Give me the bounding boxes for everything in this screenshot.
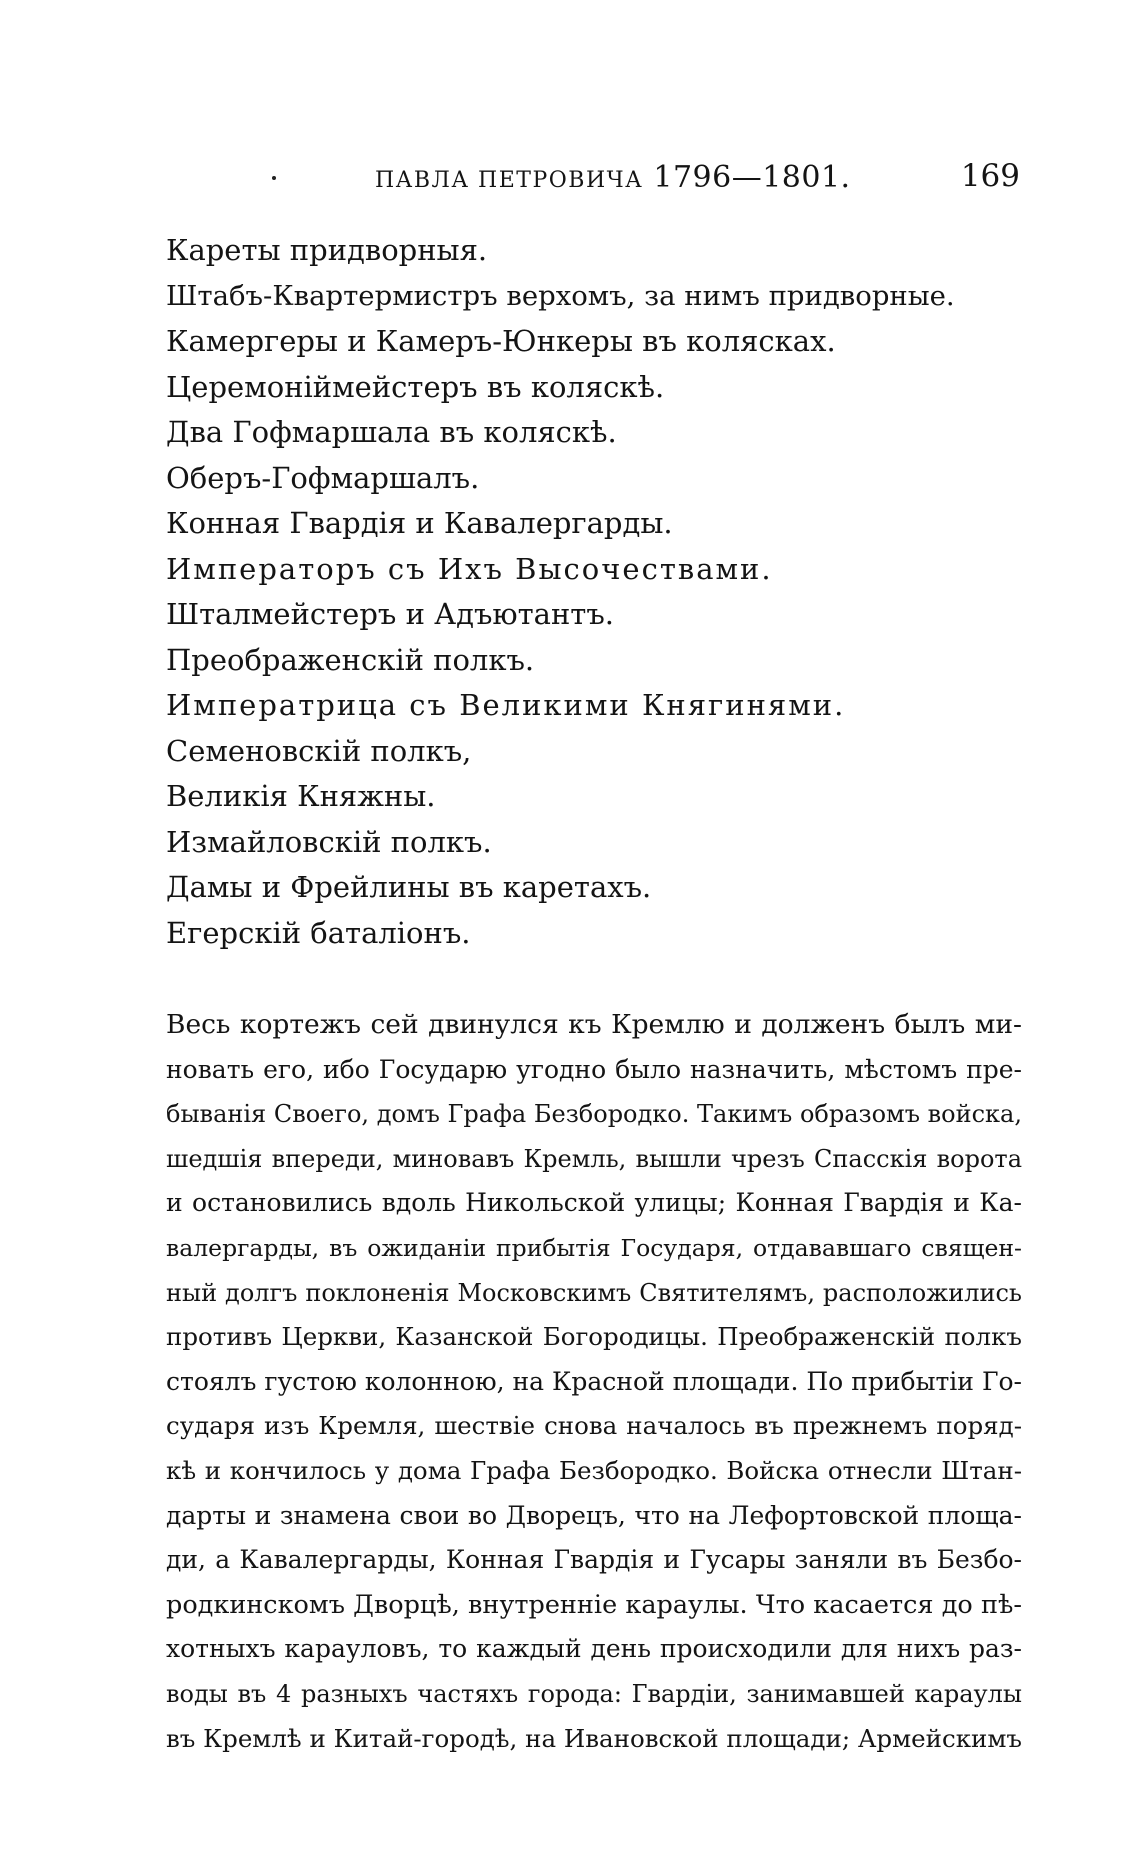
paragraph-line: хотныхъ карауловъ, то каждый день происходили для нихъ раз- xyxy=(166,1634,1022,1664)
paragraph-line: противъ Церкви, Казанской Богородицы. Преображенскій полкъ xyxy=(166,1322,1022,1352)
procession-list xyxy=(166,228,966,956)
paragraph-line: сударя изъ Кремля, шествіе снова началось въ прежнемъ поряд- xyxy=(166,1411,1022,1441)
paragraph-line: стоялъ густою колонною, на Красной площади. По прибытіи Го- xyxy=(166,1366,1022,1396)
procession-item: Штабъ-Квартермистръ верхомъ, за нимъ придворные. xyxy=(166,279,955,312)
paragraph-line: новать его, ибо Государю угодно было назначить, мѣстомъ пре- xyxy=(166,1054,1022,1084)
procession-item: Конная Гвардія и Кавалергарды. xyxy=(166,506,673,540)
paragraph-line: дарты и знамена свои во Дворецъ, что на Лефортовской площа- xyxy=(166,1500,1022,1530)
procession-item: Дамы и Фрейлины въ каретахъ. xyxy=(166,870,652,904)
paragraph-line: въ Кремлѣ и Китай-городѣ, на Ивановской площади; Армейскимъ xyxy=(166,1723,1023,1753)
paragraph-line: ный долгъ поклоненія Московскимъ Святителямъ, расположились xyxy=(166,1278,1022,1307)
paragraph-line: ди, а Кавалергарды, Конная Гвардія и Гусары заняли въ Безбо- xyxy=(166,1545,1022,1575)
procession-item: Измайловскій полкъ. xyxy=(166,824,492,859)
paragraph-line: шедшія впереди, миновавъ Кремль, вышли чрезъ Спасскія ворота xyxy=(166,1144,1022,1173)
paragraph-line: быванія Своего, домъ Графа Безбородко. Такимъ образомъ войска, xyxy=(166,1100,1022,1129)
procession-item: Великія Княжны. xyxy=(166,779,436,813)
stray-dot-mark xyxy=(272,176,276,180)
paragraph-line: Весь кортежъ сей двинулся къ Кремлю и долженъ былъ ми- xyxy=(166,1009,1022,1040)
running-title-prefix: ПАВЛА ПЕТРОВИЧА xyxy=(375,168,644,193)
procession-item: Семеновскій полкъ, xyxy=(166,733,472,768)
running-title xyxy=(375,160,851,195)
procession-item: Оберъ-Гофмаршалъ. xyxy=(166,460,480,495)
paragraph-line: и остановились вдоль Никольской улицы; Конная Гвардія и Ка- xyxy=(166,1188,1022,1218)
procession-item: Императрица съ Великими Княгинями. xyxy=(166,688,846,722)
procession-item: Егерскій баталіонъ. xyxy=(166,915,471,950)
procession-item: Церемоніймейстеръ въ коляскѣ. xyxy=(166,369,665,404)
procession-item: Два Гофмаршала въ коляскѣ. xyxy=(166,415,617,449)
paragraph-line: воды въ 4 разныхъ частяхъ города: Гвардіи, занимавшей караулы xyxy=(166,1679,1022,1708)
body-paragraph xyxy=(166,1003,1022,1761)
page-header xyxy=(160,158,1020,202)
paragraph-line: кѣ и кончилось у дома Графа Безбородко. Войска отнесли Штан- xyxy=(166,1455,1022,1485)
procession-item: Императоръ съ Ихъ Высочествами. xyxy=(166,551,773,586)
paragraph-line: валергарды, въ ожиданіи прибытія Государя, отдававшаго священ- xyxy=(166,1233,1022,1262)
procession-item: Кареты придворныя. xyxy=(166,233,488,267)
page-number: 169 xyxy=(960,158,1020,194)
procession-item: Шталмейстеръ и Адъютантъ. xyxy=(166,597,615,631)
paragraph-line: родкинскомъ Дворцѣ, внутренніе караулы. Что касается до пѣ- xyxy=(166,1589,1022,1620)
procession-item: Камергеры и Камеръ-Юнкеры въ колясках. xyxy=(166,324,836,358)
procession-item: Преображенскій полкъ. xyxy=(166,642,535,677)
running-title-years: 1796—1801. xyxy=(653,160,851,195)
